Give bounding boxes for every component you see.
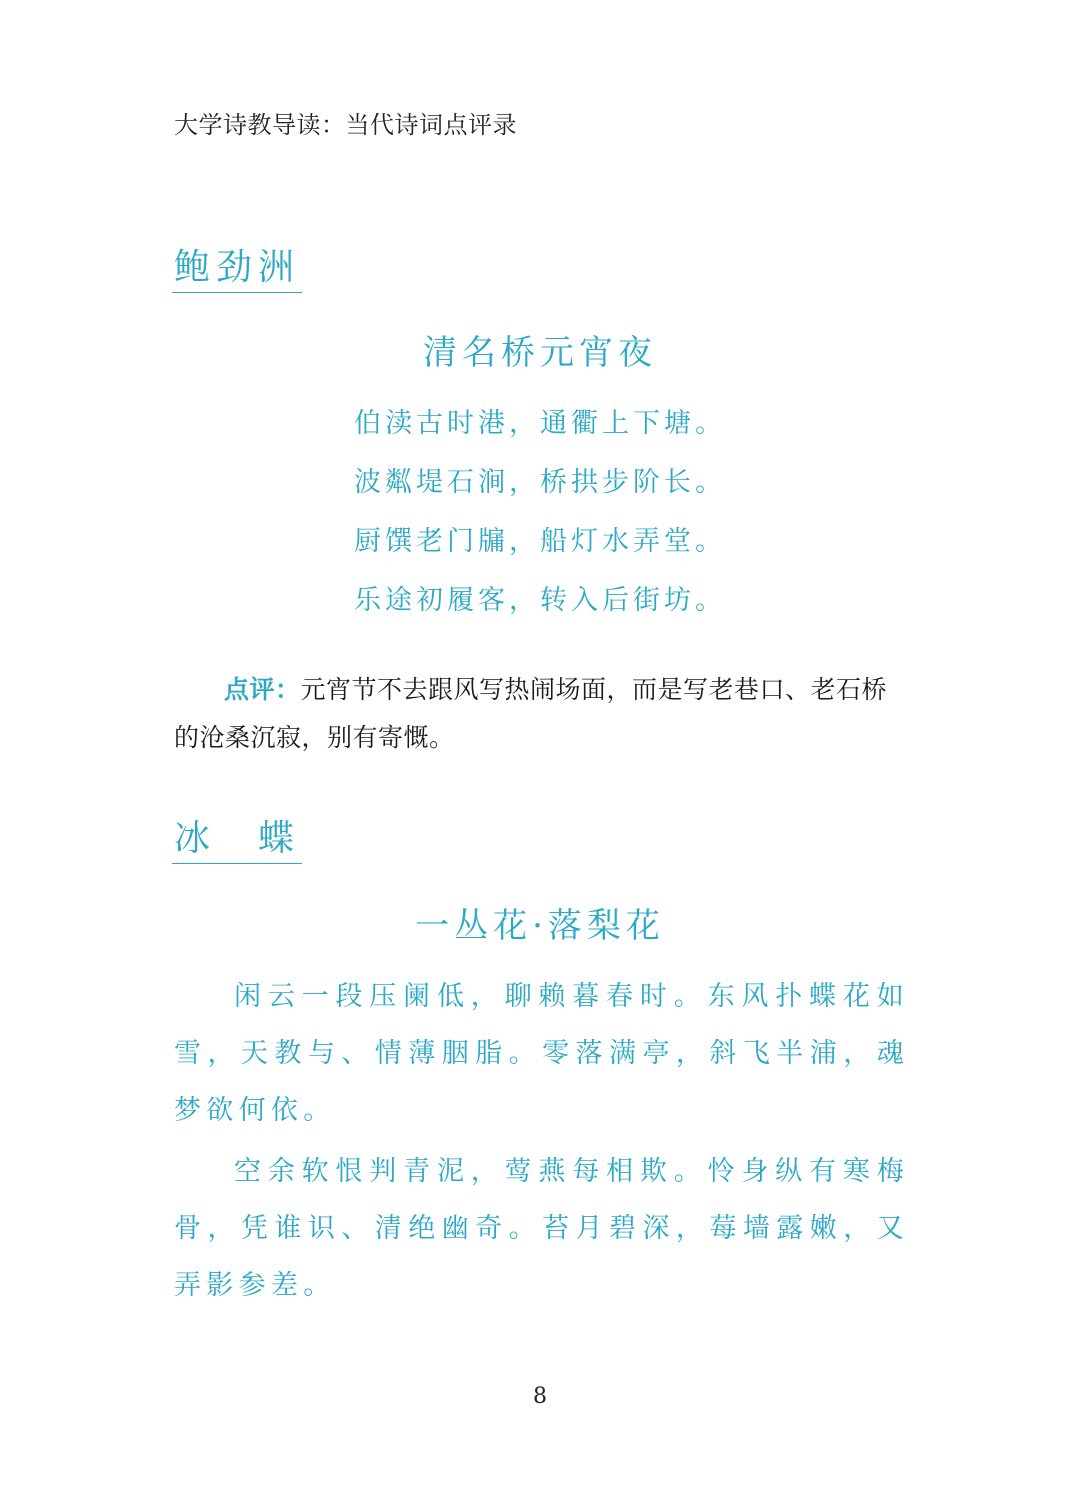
poem-line: 厨馔老门牖，船灯水弄堂。 [354,526,726,557]
ci-stanza: 空余软恨判青泥，莺燕每相欺。怜身纵有寒梅骨，凭谁识、清绝幽奇。苔月碧深，莓墙露嫩，又弄影参差。 [174,1156,909,1301]
poem-title: 清名桥元宵夜 [423,333,657,373]
poem-line: 波粼堤石涧，桥拱步阶长。 [354,467,726,498]
comment-label: 点评： [224,675,301,704]
author-name: 鲍劲洲 [174,247,301,288]
poem-line: 乐途初履客，转入后街坊。 [354,585,726,616]
running-header: 大学诗教导读：当代诗词点评录 [174,111,517,139]
author-underline [172,292,302,293]
poem-title: 一丛花·落梨花 [415,906,665,946]
page-number: 8 [533,1384,547,1409]
comment-text: 元宵节不去跟风写热闹场面，而是写老巷口、老石桥的沧桑沉寂，别有寄慨。 [174,675,888,752]
comment-paragraph [174,666,909,762]
poem-line: 伯渎古时港，通衢上下塘。 [354,408,726,439]
author-underline [172,863,302,864]
author-name: 冰 蝶 [174,818,301,859]
ci-stanza: 闲云一段压阑低，聊赖暮春时。东风扑蝶花如雪，天教与、情薄胭脂。零落满亭，斜飞半浦，魂梦欲何依。 [174,981,909,1126]
